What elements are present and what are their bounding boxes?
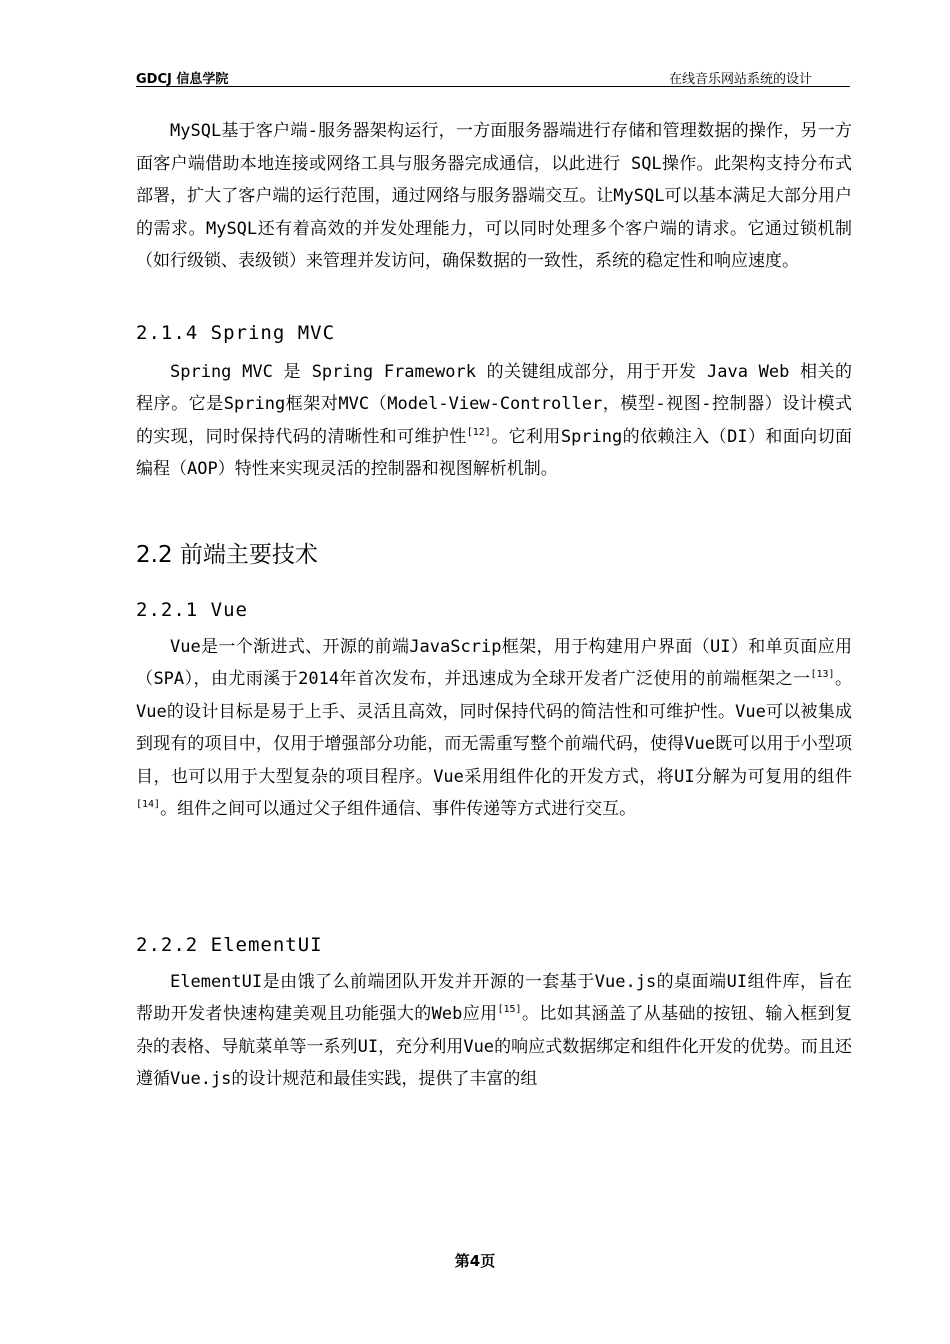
springmvc-paragraph: Spring MVC 是 Spring Framework 的关键组成部分，用于开发 Java Web 相关的程序。它是Spring框架对MVC（Model-View-Controller，模型-视图-控制器）设计模式的实现，同时保持代码的清晰性和可维护性[12]。它利用Spring的依赖注入（DI）和面向切面编程（AOP）特性来实现灵活的控制器和视图解析机制。 [136,361,852,479]
elementui-paragraph: ElementUI是由饿了么前端团队开发并开源的一套基于Vue.js的桌面端UI组件库，旨在帮助开发者快速构建美观且功能强大的Web应用[15]。比如其涵盖了从基础的按钮、输入框到复杂的表格、导航菜单等一系列UI，充分利用Vue的响应式数据绑定和组件化开发的优势。而且还遵循Vue.js的设计规范和最佳实践，提供了丰富的组 [136,971,852,1089]
citation: [15] [497,1004,522,1015]
header-title: 在线音乐网站系统的设计 [668,72,812,87]
heading-2-2-2: 2.2.2 ElementUI [136,933,323,956]
vue-paragraph: Vue是一个渐进式、开源的前端JavaScrip框架，用于构建用户界面（UI）和单页面应用（SPA），由尤雨溪于2014年首次发布，并迅速成为全球开发者广泛使用的前端框架之一[13]。Vue的设计目标是易于上手、灵活且高效，同时保持代码的简洁性和可维护性。Vue可以被集成到现有的项目中，仅用于增强部分功能，而无需重写整个前端代码，使得Vue既可以用于小型项目，也可以用于大型复杂的项目程序。Vue采用组件化的开发方式，将UI分解为可复用的组件[14]。组件之间可以通过父子组件通信、事件传递等方式进行交互。 [136,636,852,819]
citation: [12] [466,426,491,438]
page-number: 第4页 [454,1252,496,1270]
page-header [136,66,850,87]
page-content [136,115,852,1096]
mysql-paragraph: MySQL基于客户端-服务器架构运行，一方面服务器端进行存储和管理数据的操作，另一方面客户端借助本地连接或网络工具与服务器完成通信，以此进行 SQL操作。此架构支持分布式部署，扩大了客户端的运行范围，通过网络与服务器端交互。让MySQL可以基本满足大部分用户的需求。MySQL还有着高效的并发处理能力，可以同时处理多个客户端的请求。它通过锁机制（如行级锁、表级锁）来管理并发访问，确保数据的一致性，系统的稳定性和响应速度。 [136,121,852,271]
heading-2-2-1: 2.2.1 Vue [136,598,248,621]
citation: [13] [810,669,835,680]
header-institution: GDCJ 信息学院 [136,72,229,87]
heading-2-2: 2.2 前端主要技术 [136,541,318,568]
citation: [14] [136,799,161,810]
heading-2-1-4: 2.1.4 Spring MVC [136,321,336,344]
